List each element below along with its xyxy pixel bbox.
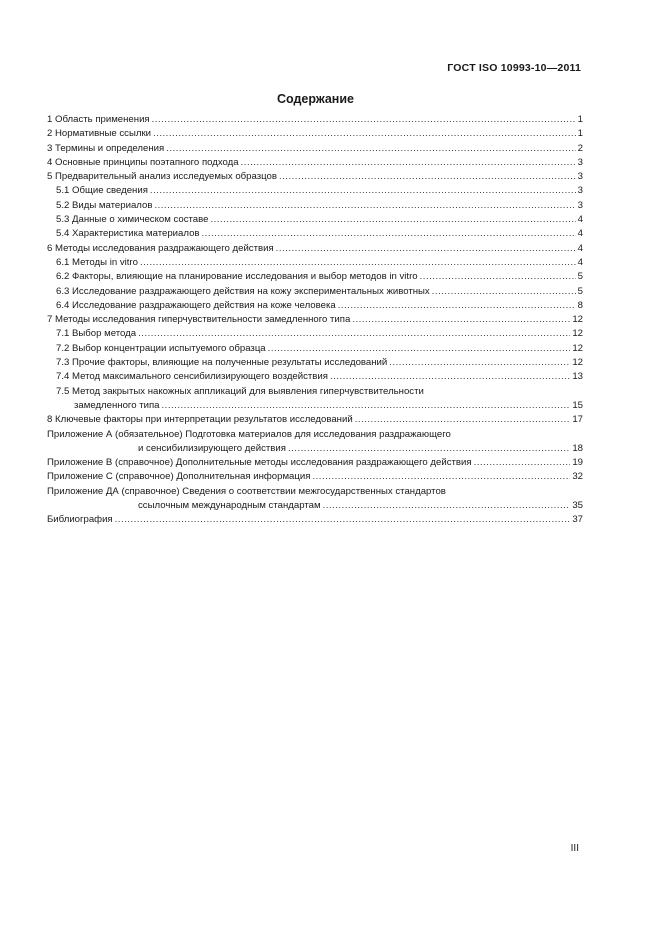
- toc-entry[interactable]: [47, 213, 583, 227]
- toc-entry-text: 3 Термины и определения: [47, 142, 165, 154]
- toc-entry[interactable]: [47, 513, 583, 527]
- toc-leader-dots: [338, 299, 576, 313]
- toc-entry[interactable]: [47, 313, 583, 327]
- toc-entry-text: 6.3 Исследование раздражающего действия на кожу экспериментальных животных: [56, 285, 430, 297]
- page-number: III: [570, 843, 579, 854]
- toc-entry-page: 12: [572, 342, 583, 354]
- toc-entry[interactable]: [47, 113, 583, 127]
- toc-entry-text: 5.1 Общие сведения: [56, 185, 148, 197]
- toc-leader-dots: [474, 456, 571, 470]
- toc-entry-text: 5.2 Виды материалов: [56, 199, 153, 211]
- toc-entry[interactable]: [47, 242, 583, 256]
- toc-entry-text: ссылочным международным стандартам: [138, 500, 321, 512]
- toc-leader-dots: [138, 327, 570, 341]
- toc-entry-page: 4: [577, 256, 583, 268]
- toc-leader-dots: [420, 270, 576, 284]
- toc-entry-page: 35: [572, 500, 583, 512]
- toc-entry-text: 7.3 Прочие факторы, влияющие на полученные результаты исследований: [56, 357, 388, 369]
- toc-entry-text: 8 Ключевые факторы при интерпретации результатов исследований: [47, 414, 353, 426]
- toc-entry-page: 17: [572, 414, 583, 426]
- toc-entry-page: 3: [577, 185, 583, 197]
- toc-entry-text: замедленного типа: [74, 399, 160, 411]
- toc-leader-dots: [276, 242, 576, 256]
- toc-entry-text: Приложение В (справочное) Дополнительные методы исследования раздражающего действия: [47, 457, 472, 469]
- toc-entry[interactable]: [47, 170, 583, 184]
- toc-leader-dots: [312, 470, 570, 484]
- toc-entry-page: 4: [577, 214, 583, 226]
- toc-entry[interactable]: [47, 127, 583, 141]
- toc-entry-text: Приложение А (обязательное) Подготовка материалов для исследования раздражающего: [47, 428, 451, 440]
- toc-entry[interactable]: [47, 184, 583, 198]
- toc-entry[interactable]: [47, 327, 583, 341]
- toc-entry-text: 6.4 Исследование раздражающего действия на коже человека: [56, 299, 336, 311]
- toc-entry-page: 5: [577, 285, 583, 297]
- toc-leader-dots: [166, 142, 575, 156]
- toc-entry-page: 2: [577, 142, 583, 154]
- toc-entry[interactable]: [47, 270, 583, 284]
- toc-leader-dots: [268, 342, 571, 356]
- toc-leader-dots: [323, 499, 571, 513]
- toc-entry-page: 3: [577, 199, 583, 211]
- toc-entry-text: 7.2 Выбор концентрации испытуемого образца: [56, 342, 266, 354]
- toc-entry[interactable]: [47, 413, 583, 427]
- toc-entry-page: 18: [572, 442, 583, 454]
- toc-leader-dots: [432, 285, 576, 299]
- toc-leader-dots: [210, 213, 575, 227]
- toc-entry-text: 5.3 Данные о химическом составе: [56, 214, 209, 226]
- toc-entry[interactable]: [47, 227, 583, 241]
- toc-entry-text: 6.1 Методы in vitro: [56, 256, 138, 268]
- toc-entry-text: 7.5 Метод закрытых накожных аппликаций для выявления гиперчувствительности: [56, 385, 424, 397]
- toc-entry-text: 6.2 Факторы, влияющие на планирование исследования и выбор методов in vitro: [56, 271, 418, 283]
- toc-leader-dots: [288, 442, 570, 456]
- toc-leader-dots: [355, 413, 571, 427]
- toc-entry[interactable]: [47, 356, 583, 370]
- toc-entry-page: 19: [572, 457, 583, 469]
- toc-entry-page: 13: [572, 371, 583, 383]
- toc-leader-dots: [279, 170, 576, 184]
- toc-entry[interactable]: [47, 442, 583, 456]
- toc-entry[interactable]: [47, 342, 583, 356]
- toc-entry-page: 12: [572, 328, 583, 340]
- toc-entry-text: Приложение С (справочное) Дополнительная информация: [47, 471, 311, 483]
- toc-entry-page: 3: [577, 171, 583, 183]
- toc-entry[interactable]: [47, 470, 583, 484]
- toc-entry-page: 3: [577, 156, 583, 168]
- toc-entry-page: 1: [577, 128, 583, 140]
- toc-entry-page: 4: [577, 242, 583, 254]
- toc-entry-text: 6 Методы исследования раздражающего действия: [47, 242, 274, 254]
- toc-leader-dots: [330, 370, 570, 384]
- toc-leader-dots: [154, 199, 575, 213]
- toc-leader-dots: [150, 184, 576, 198]
- toc-leader-dots: [153, 127, 576, 141]
- toc-entry-text: Библиография: [47, 514, 113, 526]
- toc-leader-dots: [115, 513, 571, 527]
- toc-entry[interactable]: [47, 299, 583, 313]
- toc-entry[interactable]: [47, 285, 583, 299]
- toc-title: Содержание: [276, 92, 354, 106]
- standard-header: ГОСТ ISO 10993-10—2011: [447, 62, 581, 74]
- toc-entry-text: Приложение ДА (справочное) Сведения о соответствии межгосударственных стандартов: [47, 485, 446, 497]
- toc-entry[interactable]: [47, 142, 583, 156]
- toc-entry[interactable]: [47, 156, 583, 170]
- toc-entry-page: 4: [577, 228, 583, 240]
- toc-entry[interactable]: [47, 256, 583, 270]
- toc-entry[interactable]: [47, 370, 583, 384]
- toc-entry[interactable]: [47, 499, 583, 513]
- toc-leader-dots: [140, 256, 576, 270]
- toc-entry-text: 4 Основные принципы поэтапного подхода: [47, 156, 239, 168]
- toc-leader-dots: [389, 356, 570, 370]
- toc-entry[interactable]: [47, 399, 583, 413]
- toc-entry-text: 2 Нормативные ссылки: [47, 128, 152, 140]
- toc-leader-dots: [241, 156, 576, 170]
- toc-leader-dots: [152, 113, 576, 127]
- toc-entry-text: 7.4 Метод максимального сенсибилизирующего воздействия: [56, 371, 328, 383]
- toc-entry-page: 37: [572, 514, 583, 526]
- toc-entry-text: 5.4 Характеристика материалов: [56, 228, 200, 240]
- toc-entry[interactable]: [47, 199, 583, 213]
- toc-leader-dots: [162, 399, 571, 413]
- toc-entry-page: 15: [572, 399, 583, 411]
- toc-entry-page: 32: [572, 471, 583, 483]
- toc-entry-text: 5 Предварительный анализ исследуемых образцов: [47, 171, 277, 183]
- toc-entry-text: 7.1 Выбор метода: [56, 328, 137, 340]
- toc-entry-page: 1: [577, 114, 583, 125]
- toc-entry[interactable]: [47, 456, 583, 470]
- toc-entry[interactable]: [47, 385, 583, 399]
- toc-entry-page: 8: [577, 299, 583, 311]
- toc-entry-page: 12: [572, 357, 583, 369]
- toc-entry-text: и сенсибилизирующего действия: [138, 442, 286, 454]
- toc-entry-text: 1 Область применения: [47, 114, 150, 125]
- toc-entry[interactable]: [47, 428, 583, 442]
- toc-leader-dots: [202, 227, 576, 241]
- toc-list: [47, 113, 583, 528]
- toc-entry[interactable]: [47, 485, 583, 499]
- toc-entry-page: 12: [572, 314, 583, 326]
- toc-entry-text: 7 Методы исследования гиперчувствительности замедленного типа: [47, 314, 351, 326]
- toc-leader-dots: [352, 313, 570, 327]
- toc-entry-page: 5: [577, 271, 583, 283]
